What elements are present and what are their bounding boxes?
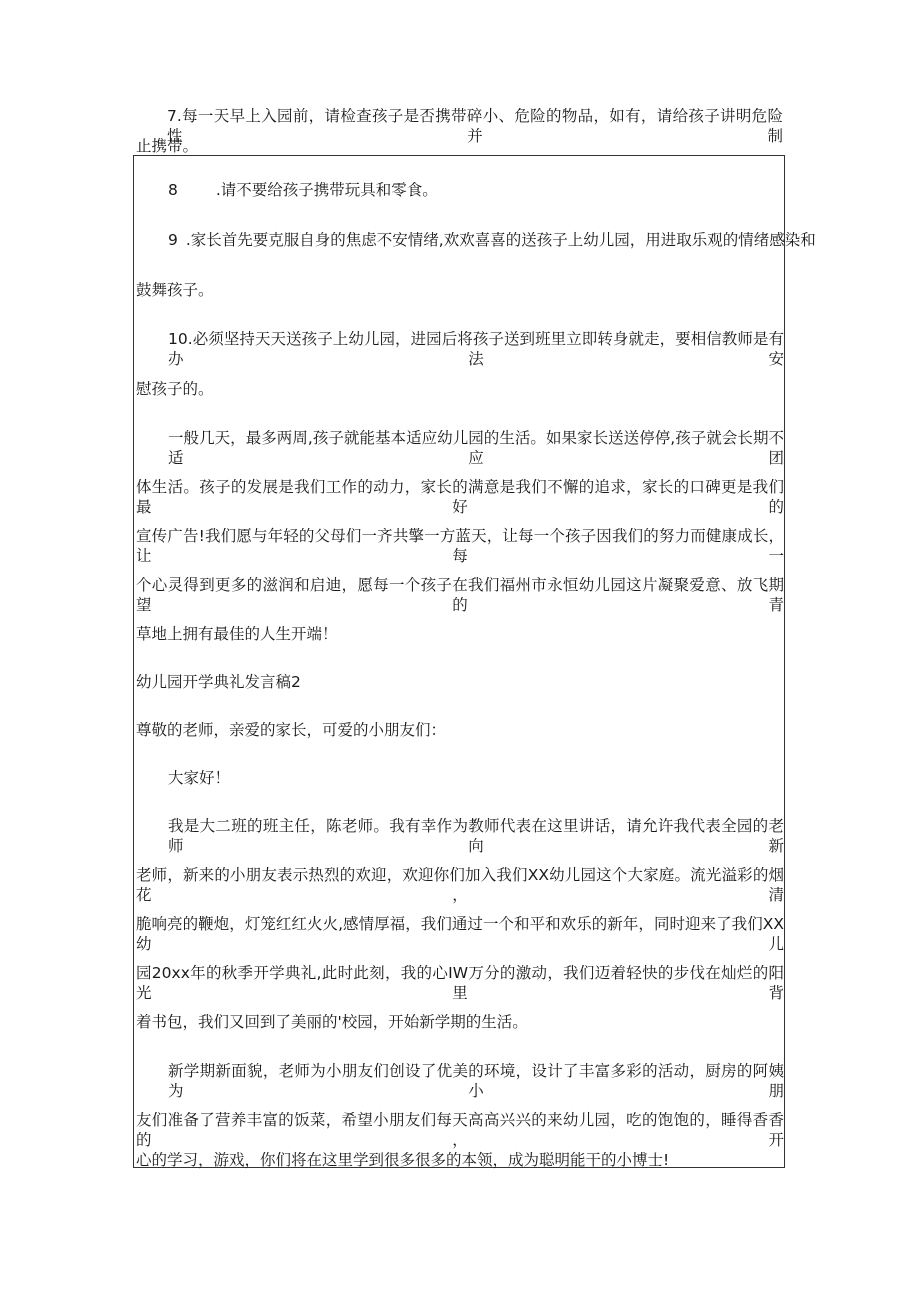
speech-2-p1-line-1: 我是大二班的班主任，陈老师。我有幸作为教师代表在这里讲话，请允许我代表全园的老师向新 bbox=[168, 817, 784, 855]
closing-line-1: 一般几天，最多两周,孩子就能基本适应幼儿园的生活。如果家长送送停停,孩子就会长期不适应团 bbox=[168, 429, 784, 467]
item-8-text: .请不要给孩子携带玩具和零食。 bbox=[215, 181, 438, 199]
closing-line-5: 草地上拥有最佳的人生开端！ bbox=[136, 625, 338, 643]
item-10-line-2: 慰孩子的。 bbox=[136, 380, 214, 398]
item-9-line-2: 鼓舞孩子。 bbox=[136, 281, 214, 299]
item-8-number: 8 bbox=[168, 181, 178, 199]
closing-line-4: 个心灵得到更多的滋润和启迪，愿每一个孩子在我们福州市永恒幼儿园这片凝聚爱意、放飞期望的青 bbox=[136, 576, 784, 614]
speech-2-title: 幼儿园开学典礼发言稿2 bbox=[136, 673, 301, 691]
closing-line-2: 体生活。孩子的发展是我们工作的动力，家长的满意是我们不懈的追求，家长的口碑更是我们最好的 bbox=[136, 478, 784, 516]
item-9-number: 9 bbox=[168, 231, 178, 249]
item-9-line-1 bbox=[168, 230, 816, 250]
speech-2-p2-line-3: 心的学习，游戏，你们将在这里学到很多很多的本领，成为聪明能干的小博士! bbox=[136, 1151, 670, 1169]
item-7-line-2: 止携带。 bbox=[136, 137, 199, 155]
speech-2-p2-line-1: 新学期新面貌，老师为小朋友们创设了优美的环境，设计了丰富多彩的活动，厨房的阿姨为小朋 bbox=[168, 1062, 784, 1100]
speech-2-greeting: 大家好！ bbox=[168, 769, 231, 787]
speech-2-p1-line-5: 着书包，我们又回到了美丽的'校园，开始新学期的生活。 bbox=[136, 1013, 528, 1031]
speech-2-p1-line-4: 园20xx年的秋季开学典礼,此时此刻，我的心IW万分的激动，我们迈着轻快的步伐在灿烂的阳光里背 bbox=[136, 964, 784, 1002]
item-10-line-1: 10.必须坚持天天送孩子上幼儿园，进园后将孩子送到班里立即转身就走，要相信教师是有办法安 bbox=[168, 330, 784, 368]
speech-2-p1-line-2: 老师，新来的小朋友表示热烈的欢迎，欢迎你们加入我们XX幼儿园这个大家庭。流光溢彩的烟花，清 bbox=[136, 866, 784, 904]
item-9-text: .家长首先要克服自身的焦虑不安情绪,欢欢喜喜的送孩子上幼儿园，用进取乐观的情绪感染和 bbox=[185, 231, 816, 249]
closing-line-3: 宣传广告!我们愿与年轻的父母们一齐共擎一方蓝天，让每一个孩子因我们的努力而健康成长，让每一 bbox=[136, 527, 784, 565]
item-7-line-1: 7.每一天早上入园前，请检查孩子是否携带碎小、危险的物品，如有，请给孩子讲明危险性并制 bbox=[167, 107, 783, 145]
item-8 bbox=[168, 180, 438, 200]
speech-2-p1-line-3: 脆响亮的鞭炮，灯笼红红火火,感情厚福，我们通过一个和平和欢乐的新年，同时迎来了我们XX幼儿 bbox=[136, 915, 784, 953]
speech-2-salutation: 尊敬的老师，亲爱的家长，可爱的小朋友们： bbox=[136, 721, 447, 739]
speech-2-p2-line-2: 友们准备了营养丰富的饭菜，希望小朋友们每天高高兴兴的来幼儿园，吃的饱饱的，睡得香香的，开 bbox=[136, 1111, 784, 1149]
